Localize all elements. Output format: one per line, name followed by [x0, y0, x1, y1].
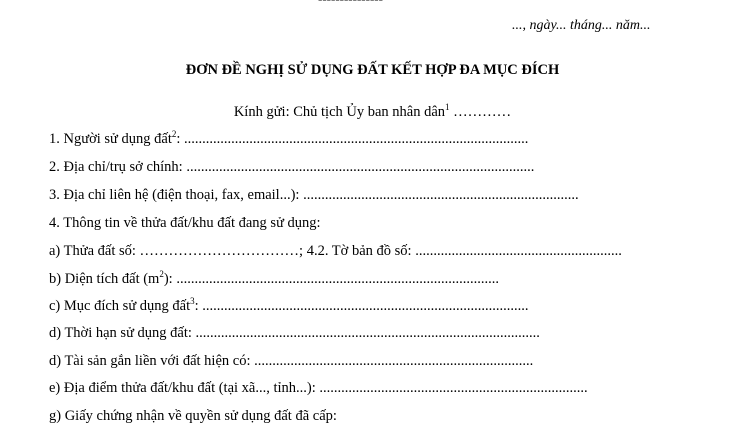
field-parcel-number: a) Thửa đất số: ……………………………; 4.2. Tờ bản đồ số: ......................................................... [49, 243, 622, 259]
field-land-user-label: 1. Người sử dụng đất [49, 131, 172, 147]
field-land-use-purpose-dots: : .......................................................................................... [194, 298, 529, 314]
recipient-text: Kính gửi: Chủ tịch Ủy ban nhân dân [233, 104, 446, 120]
field-parcel-info-heading: 4. Thông tin về thửa đất/khu đất đang sử dụng: [49, 215, 321, 231]
field-attached-assets: d) Tài sản gắn liền với đất hiện có: ............................................................................. [49, 353, 534, 369]
date-line: ..., ngày... tháng... năm... [512, 18, 651, 33]
field-land-area [49, 271, 499, 288]
field-head-office-address: 2. Địa chỉ/trụ sở chính: ................................................................................................ [49, 159, 535, 175]
recipient-line [0, 104, 745, 121]
field-parcel-location: e) Địa điểm thửa đất/khu đất (tại xã..., tỉnh...): .......................................................................... [49, 380, 588, 396]
field-land-area-label: b) Diện tích đất (m [49, 271, 160, 287]
field-land-user-dots: : ............................................................................................... [176, 131, 529, 147]
field-land-use-certificate: g) Giấy chứng nhận về quyền sử dụng đất đã cấp: [49, 408, 337, 424]
field-land-use-purpose-label: c) Mục đích sử dụng đất [49, 298, 191, 314]
field-land-use-purpose-footnote: 3 [190, 296, 195, 307]
form-title: ĐƠN ĐỀ NGHỊ SỬ DỤNG ĐẤT KẾT HỢP ĐA MỤC ĐÍCH [185, 62, 560, 78]
top-rule [318, 0, 383, 7]
field-land-use-term: d) Thời hạn sử dụng đất: ............................................................................................... [49, 325, 540, 341]
field-land-user [49, 131, 528, 148]
field-land-area-dots: ): ......................................................................................... [163, 271, 499, 287]
field-land-area-unit-exponent: 2 [159, 269, 164, 280]
field-land-user-footnote: 2 [171, 129, 177, 140]
field-contact-address: 3. Địa chỉ liên hệ (điện thoại, fax, email...): ............................................................................ [49, 187, 579, 203]
field-land-use-purpose [49, 298, 529, 315]
recipient-dots: ………… [449, 104, 512, 120]
recipient-footnote: 1 [445, 102, 450, 113]
